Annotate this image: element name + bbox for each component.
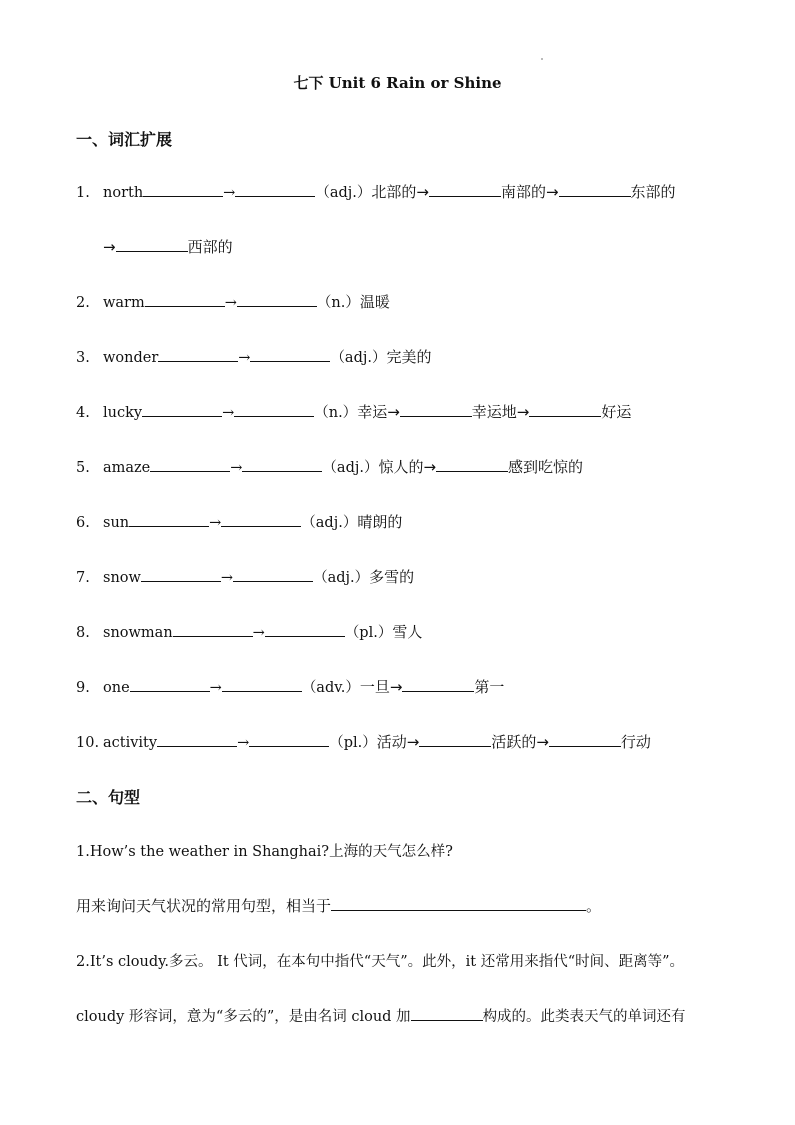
item-gloss: 行动	[620, 733, 651, 751]
item-part-of-speech: （n.）	[314, 405, 358, 421]
sentence-2-text: 2.It’s cloudy.多云。 It 代词，在本句中指代“天气”。此外，it 还常用来指代“时间、距离等”。	[76, 954, 685, 970]
answer-blank[interactable]	[150, 457, 230, 472]
answer-blank[interactable]	[130, 677, 210, 692]
answer-blank[interactable]	[143, 182, 223, 197]
item-word: amaze	[103, 460, 151, 476]
item-number: 4.	[76, 405, 90, 421]
sentence-1	[76, 840, 453, 861]
answer-blank[interactable]	[234, 402, 314, 417]
answer-blank[interactable]	[529, 402, 601, 417]
sentence-1-note-b: 。	[586, 897, 602, 915]
vocab-item	[76, 181, 676, 202]
item-gloss: 惊人的→	[378, 458, 437, 476]
item-number: 10.	[76, 735, 100, 751]
item-word: sun	[103, 515, 130, 531]
page-title: 七下 Unit 6 Rain or Shine	[293, 74, 502, 92]
sentence-3	[76, 1005, 686, 1026]
answer-blank[interactable]	[222, 677, 302, 692]
item-gloss: 北部的→	[371, 183, 429, 201]
answer-blank[interactable]	[116, 237, 188, 252]
item-number: 9.	[76, 680, 90, 696]
arrow-icon: →	[237, 735, 250, 751]
item-word: wonder	[103, 350, 159, 366]
sentence-1-note-a: 用来询问天气状况的常用句型，相当于	[76, 897, 332, 915]
item-number: 3.	[76, 350, 90, 366]
sentence-1-note	[76, 895, 601, 916]
answer-blank[interactable]	[265, 622, 345, 637]
answer-blank[interactable]	[141, 567, 221, 582]
section-sentence-heading: 二、句型	[76, 788, 141, 807]
item-gloss: 多雪的	[369, 568, 415, 586]
answer-blank[interactable]	[242, 457, 322, 472]
answer-blank[interactable]	[400, 402, 472, 417]
arrow-icon: →	[223, 185, 236, 201]
vocab-item-continued	[103, 236, 233, 257]
answer-blank[interactable]	[249, 732, 329, 747]
sentence-3-a: cloudy 形容词，意为“多云的”，是由名词 cloud 加	[76, 1009, 411, 1025]
item-word: lucky	[103, 405, 143, 421]
sentence-2	[76, 950, 684, 971]
vocab-item	[76, 566, 414, 587]
arrow-icon: →	[220, 570, 234, 586]
item-part-of-speech: （adj.）	[315, 185, 372, 201]
vocab-item	[76, 456, 583, 477]
vocab-item	[76, 621, 422, 642]
answer-blank[interactable]	[235, 182, 315, 197]
arrow-icon: →	[209, 680, 222, 696]
item-part-of-speech: （pl.）	[344, 625, 393, 641]
item-gloss: 活跃的→	[491, 733, 549, 751]
item-word: snow	[103, 570, 141, 586]
answer-blank[interactable]	[233, 567, 313, 582]
sentence-3-b: 构成的。此类表天气的单词还有	[482, 1009, 686, 1025]
stray-dot	[541, 58, 543, 60]
item-gloss: 南部的→	[500, 183, 559, 201]
answer-blank[interactable]	[142, 402, 222, 417]
item-part-of-speech: （adj.）	[313, 570, 370, 586]
answer-blank[interactable]	[250, 347, 330, 362]
answer-blank[interactable]	[129, 512, 209, 527]
answer-blank[interactable]	[221, 512, 301, 527]
item-part-of-speech: （adv.）	[301, 680, 360, 696]
arrow-icon: →	[222, 405, 235, 421]
item-word: warm	[103, 295, 145, 311]
answer-blank[interactable]	[157, 732, 237, 747]
item-number: 2.	[76, 295, 90, 311]
vocab-item	[76, 676, 504, 697]
item-number: 7.	[76, 570, 90, 586]
item-gloss: 幸运地→	[471, 403, 530, 421]
item-gloss: →	[103, 238, 116, 256]
vocab-item	[76, 346, 432, 367]
item-part-of-speech: （pl.）	[329, 735, 377, 751]
item-word: activity	[103, 735, 158, 751]
answer-blank[interactable]	[436, 457, 508, 472]
item-word: snowman	[103, 625, 173, 641]
item-gloss: 温暖	[359, 293, 390, 311]
item-gloss: 活动→	[376, 733, 420, 751]
answer-blank[interactable]	[411, 1006, 483, 1021]
answer-blank[interactable]	[331, 896, 586, 911]
answer-blank[interactable]	[429, 182, 501, 197]
item-gloss: 好运	[601, 403, 632, 421]
arrow-icon: →	[230, 460, 243, 476]
arrow-icon: →	[238, 350, 251, 366]
item-gloss: 第一	[474, 678, 505, 696]
answer-blank[interactable]	[402, 677, 474, 692]
item-word: north	[103, 185, 144, 201]
item-part-of-speech: （adj.）	[301, 515, 358, 531]
arrow-icon: →	[209, 515, 222, 531]
arrow-icon: →	[252, 625, 265, 641]
answer-blank[interactable]	[559, 182, 631, 197]
answer-blank[interactable]	[237, 292, 317, 307]
item-gloss: 完美的	[386, 348, 432, 366]
answer-blank[interactable]	[145, 292, 225, 307]
vocab-item	[76, 731, 651, 752]
item-part-of-speech: （n.）	[316, 295, 360, 311]
item-part-of-speech: （adj.）	[330, 350, 387, 366]
section-vocab-heading: 一、词汇扩展	[76, 130, 173, 149]
sentence-1-text: 1.How’s the weather in Shanghai?上海的天气怎么样?	[76, 844, 453, 860]
item-part-of-speech: （adj.）	[322, 460, 379, 476]
vocab-item	[76, 511, 402, 532]
answer-blank[interactable]	[158, 347, 238, 362]
item-gloss: 晴朗的	[357, 513, 403, 531]
item-number: 1.	[76, 185, 90, 201]
item-number: 6.	[76, 515, 90, 531]
arrow-icon: →	[224, 295, 237, 311]
vocab-item	[76, 401, 631, 422]
item-gloss: 一旦→	[359, 678, 403, 696]
item-number: 5.	[76, 460, 90, 476]
answer-blank[interactable]	[549, 732, 621, 747]
item-gloss: 感到吃惊的	[508, 458, 584, 476]
vocab-item	[76, 291, 390, 312]
item-gloss: 西部的	[187, 238, 233, 256]
item-word: one	[103, 680, 130, 696]
item-gloss: 幸运→	[357, 403, 400, 421]
answer-blank[interactable]	[419, 732, 491, 747]
item-number: 8.	[76, 625, 90, 641]
item-gloss: 雪人	[392, 623, 423, 641]
answer-blank[interactable]	[173, 622, 253, 637]
item-gloss: 东部的	[630, 183, 676, 201]
